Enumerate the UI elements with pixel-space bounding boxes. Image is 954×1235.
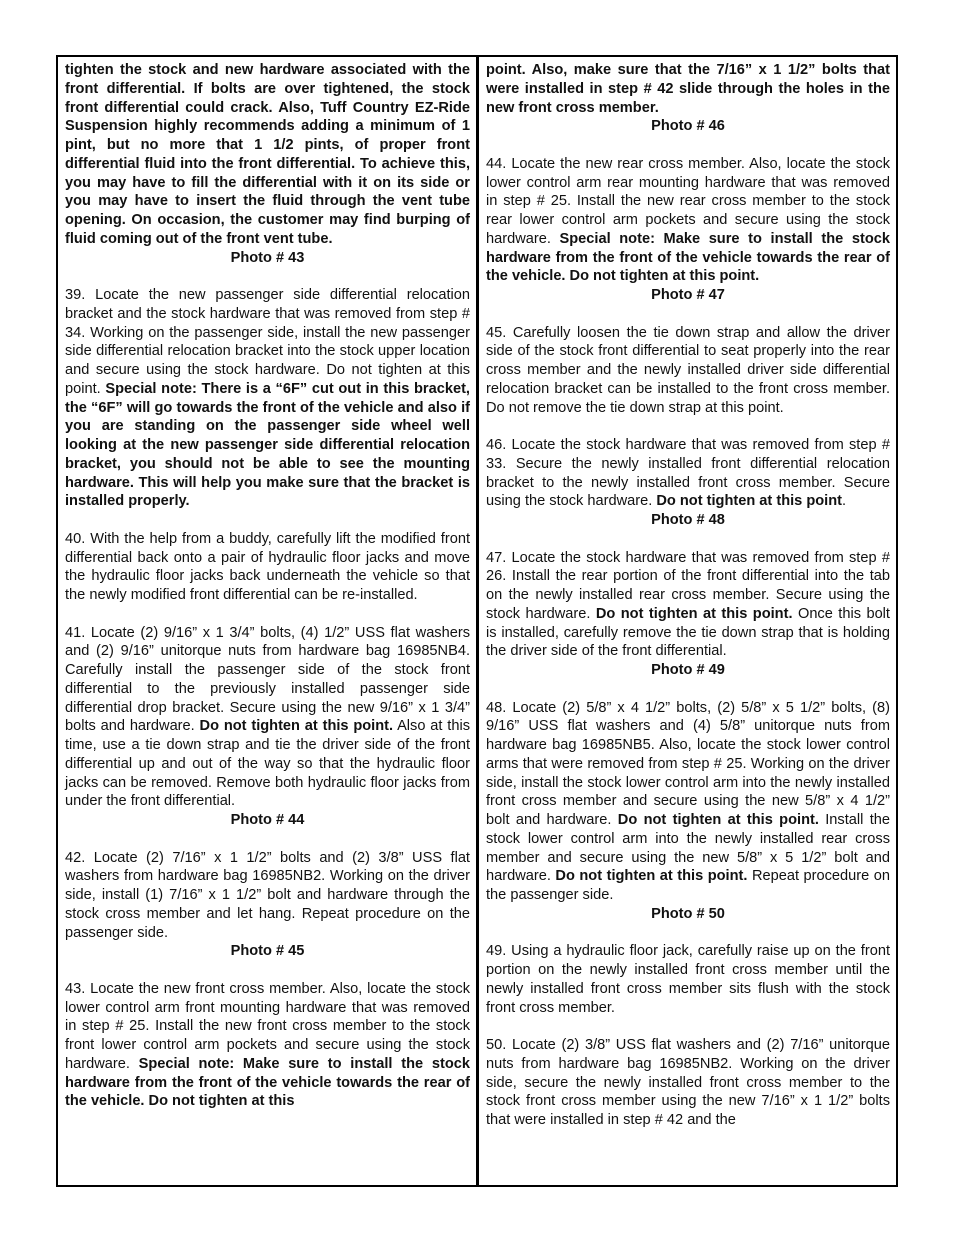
text-run: Once this bolt is installed, carefully remove the tie down strap that is holding the driver side of the front differential. xyxy=(486,605,890,660)
step-43 xyxy=(65,980,470,1111)
text-run: 40. With the help from a buddy, carefully lift the modified front differential back onto a pair of hydraulic floor jacks and move the hydraulic floor jacks back underneath the vehicle so that the newly modified front differential can be re-installed. xyxy=(65,530,470,603)
photo-48-caption: Photo # 48 xyxy=(651,512,725,528)
photo-46-caption: Photo # 46 xyxy=(651,118,725,135)
spacer xyxy=(486,136,890,155)
text-run: 43. Locate the new front cross member. Also, locate the stock lower control arm front mounting hardware that was removed in step # 25. Install the new front cross member to the stock front lower control arm pockets and secure using the stock hardware. xyxy=(65,980,470,1072)
photo-50-caption: Photo # 50 xyxy=(651,905,725,922)
text-run: 42. Locate (2) 7/16” x 1 1/2” bolts and (2) 3/8” USS flat washers from hardware bag 16985NB2. Working on the driver side, install (1) 7/16” x 1 1/2” bolt and hardware through the stock cross member and let hang. Repeat procedure on the passenger side. xyxy=(65,849,470,941)
photo-45-caption: Photo # 45 xyxy=(230,943,305,960)
spacer xyxy=(486,680,890,699)
spacer xyxy=(486,305,890,324)
step-46 xyxy=(486,436,890,511)
step-48 xyxy=(486,699,890,905)
bold-text-run: point. Also, make sure that the 7/16” x 1 1/2” bolts that were installed in step # 42 slide through the holes in the new front cross member. xyxy=(486,62,890,116)
spacer xyxy=(486,417,890,436)
bold-text-run: tighten the stock and new hardware associated with the front differential. If bolts are over tightened, the stock front differential could crack. Also, Tuff Country EZ-Ride Suspension highly recommends adding a minimum of 1 pint, but no more that 1 1/2 pints, of proper front differential fluid into the front differential. To achieve this, you may have to fill the differential with it on its side or you may have to insert the fluid through the vent tube opening. On occasion, the customer may find burping of fluid coming out of the front vent tube. xyxy=(65,62,470,247)
step-50 xyxy=(486,1036,890,1130)
spacer xyxy=(65,830,470,849)
instruction-frame xyxy=(56,55,898,1187)
photo-44-caption: Photo # 44 xyxy=(230,812,305,828)
photo-43-caption: Photo # 43 xyxy=(230,249,305,266)
spacer xyxy=(486,1017,890,1036)
spacer xyxy=(65,961,470,980)
step-39 xyxy=(65,286,470,511)
text-run: Install the stock lower control arm into the newly installed rear cross member and secure using the new 5/8” x 5 1/2” bolt and hardware. xyxy=(486,812,890,885)
bold-text-run: Special note: Make sure to install the stock hardware from the front of the vehicle towards the rear of the vehicle. Do not tighten at this xyxy=(65,1055,470,1110)
spacer xyxy=(65,605,470,624)
step-42 xyxy=(65,849,470,943)
text-run: . xyxy=(842,493,847,510)
bold-text-run: Do not tighten at this point xyxy=(656,493,842,510)
left-column xyxy=(58,57,479,1185)
spacer xyxy=(486,924,890,943)
step-47 xyxy=(486,549,890,662)
photo-47-caption: Photo # 47 xyxy=(651,287,725,303)
text-run: 47. Locate the stock hardware that was removed from step # 26. Install the rear portion of the front differential into the tab on the newly installed rear cross member. Secure using the stock hardware. xyxy=(486,549,890,622)
step-41 xyxy=(65,624,470,812)
step-45 xyxy=(486,324,890,418)
spacer xyxy=(65,267,470,286)
spacer xyxy=(65,511,470,530)
text-run: 44. Locate the new rear cross member. Also, locate the stock lower control arm rear mounting hardware that was removed in step # 25. Install the new rear cross member to the stock rear lower control arm pockets and secure using the stock hardware. xyxy=(486,155,890,247)
bold-text-run: Do not tighten at this point. xyxy=(595,605,793,622)
text-run: Repeat procedure on the passenger side. xyxy=(486,868,891,903)
text-run: 39. Locate the new passenger side differential relocation bracket and the stock hardware that was removed from step # 34. Working on the passenger side, install the new passenger side differential relocation bracket into the stock upper location and secure using the stock hardware. Do not tighten at this point. xyxy=(65,287,470,397)
text-run: 49. Using a hydraulic floor jack, carefully raise up on the front portion on the newly installed front cross member until the newly installed front cross member sits flush with the stock front cross member. xyxy=(486,943,890,1016)
step-49 xyxy=(486,942,890,1017)
spacer xyxy=(486,530,890,549)
step-38-continuation xyxy=(65,61,470,249)
text-run: 41. Locate (2) 9/16” x 1 3/4” bolts, (4) 1/2” USS flat washers and (2) 9/16” unitorque nuts from hardware bag 16985NB4. Carefully install the passenger side of the stock front differential to the previously installed passenger side differential drop bracket. Secure using the new 9/16” x 1 3/4” bolts and hardware. xyxy=(65,624,470,735)
text-run: 46. Locate the stock hardware that was removed from step # 33. Secure the newly installed front differential relocation bracket to the newly installed front cross member. Secure using the stock hardware. xyxy=(486,437,890,510)
step-43-continuation xyxy=(486,61,890,117)
bold-text-run: Special note: Make sure to install the stock hardware from the front of the vehicle towards the rear of the vehicle. Do not tighten at this point. xyxy=(486,230,890,285)
right-column xyxy=(479,57,896,1185)
photo-49-caption: Photo # 49 xyxy=(651,662,725,678)
bold-text-run: Do not tighten at this point. xyxy=(555,868,748,885)
step-44 xyxy=(486,155,890,286)
text-run: 48. Locate (2) 5/8” x 4 1/2” bolts, (2) 5/8” x 5 1/2” bolts, (8) 9/16” USS flat washers and (4) 5/8” unitorque nuts from hardware bag 16985NB5. Also, locate the stock lower control arms that were removed from step # 25. Working on the driver side, install the stock lower control arm into the newly installed front cross member and secure using the new 5/8” x 4 1/2” bolt and hardware. xyxy=(486,699,890,828)
text-run: 50. Locate (2) 3/8” USS flat washers and (2) 7/16” unitorque nuts from hardware bag 16985NB2. Working on the driver side, secure the newly installed front cross member to the stock front cross member using the new 7/16” x 1 1/2” bolts that were installed in step # 42 and the xyxy=(486,1037,890,1128)
text-run: 45. Carefully loosen the tie down strap and allow the driver side of the stock front differential to seat properly into the rear cross member and the newly installed driver side differential relocation bracket can be installed to the front cross member. Do not remove the tie down strap at this point. xyxy=(486,324,890,416)
text-run: Also at this time, use a tie down strap and tie the driver side of the front differential up and out of the way so that the hydraulic floor jacks can be removed. Remove both hydraulic floor jacks from under the front differential. xyxy=(65,718,470,810)
bold-text-run: Do not tighten at this point. xyxy=(199,718,394,735)
bold-text-run: Special note: There is a “6F” cut out in this bracket, the “6F” will go towards the front of the vehicle and also if you are standing on the passenger side wheel well looking at the new passenger side differential relocation bracket, you should not be able to see the mounting hardware. This will help you make sure that the bracket is installed properly. xyxy=(65,380,470,510)
step-40 xyxy=(65,530,470,605)
bold-text-run: Do not tighten at this point. xyxy=(617,812,819,828)
